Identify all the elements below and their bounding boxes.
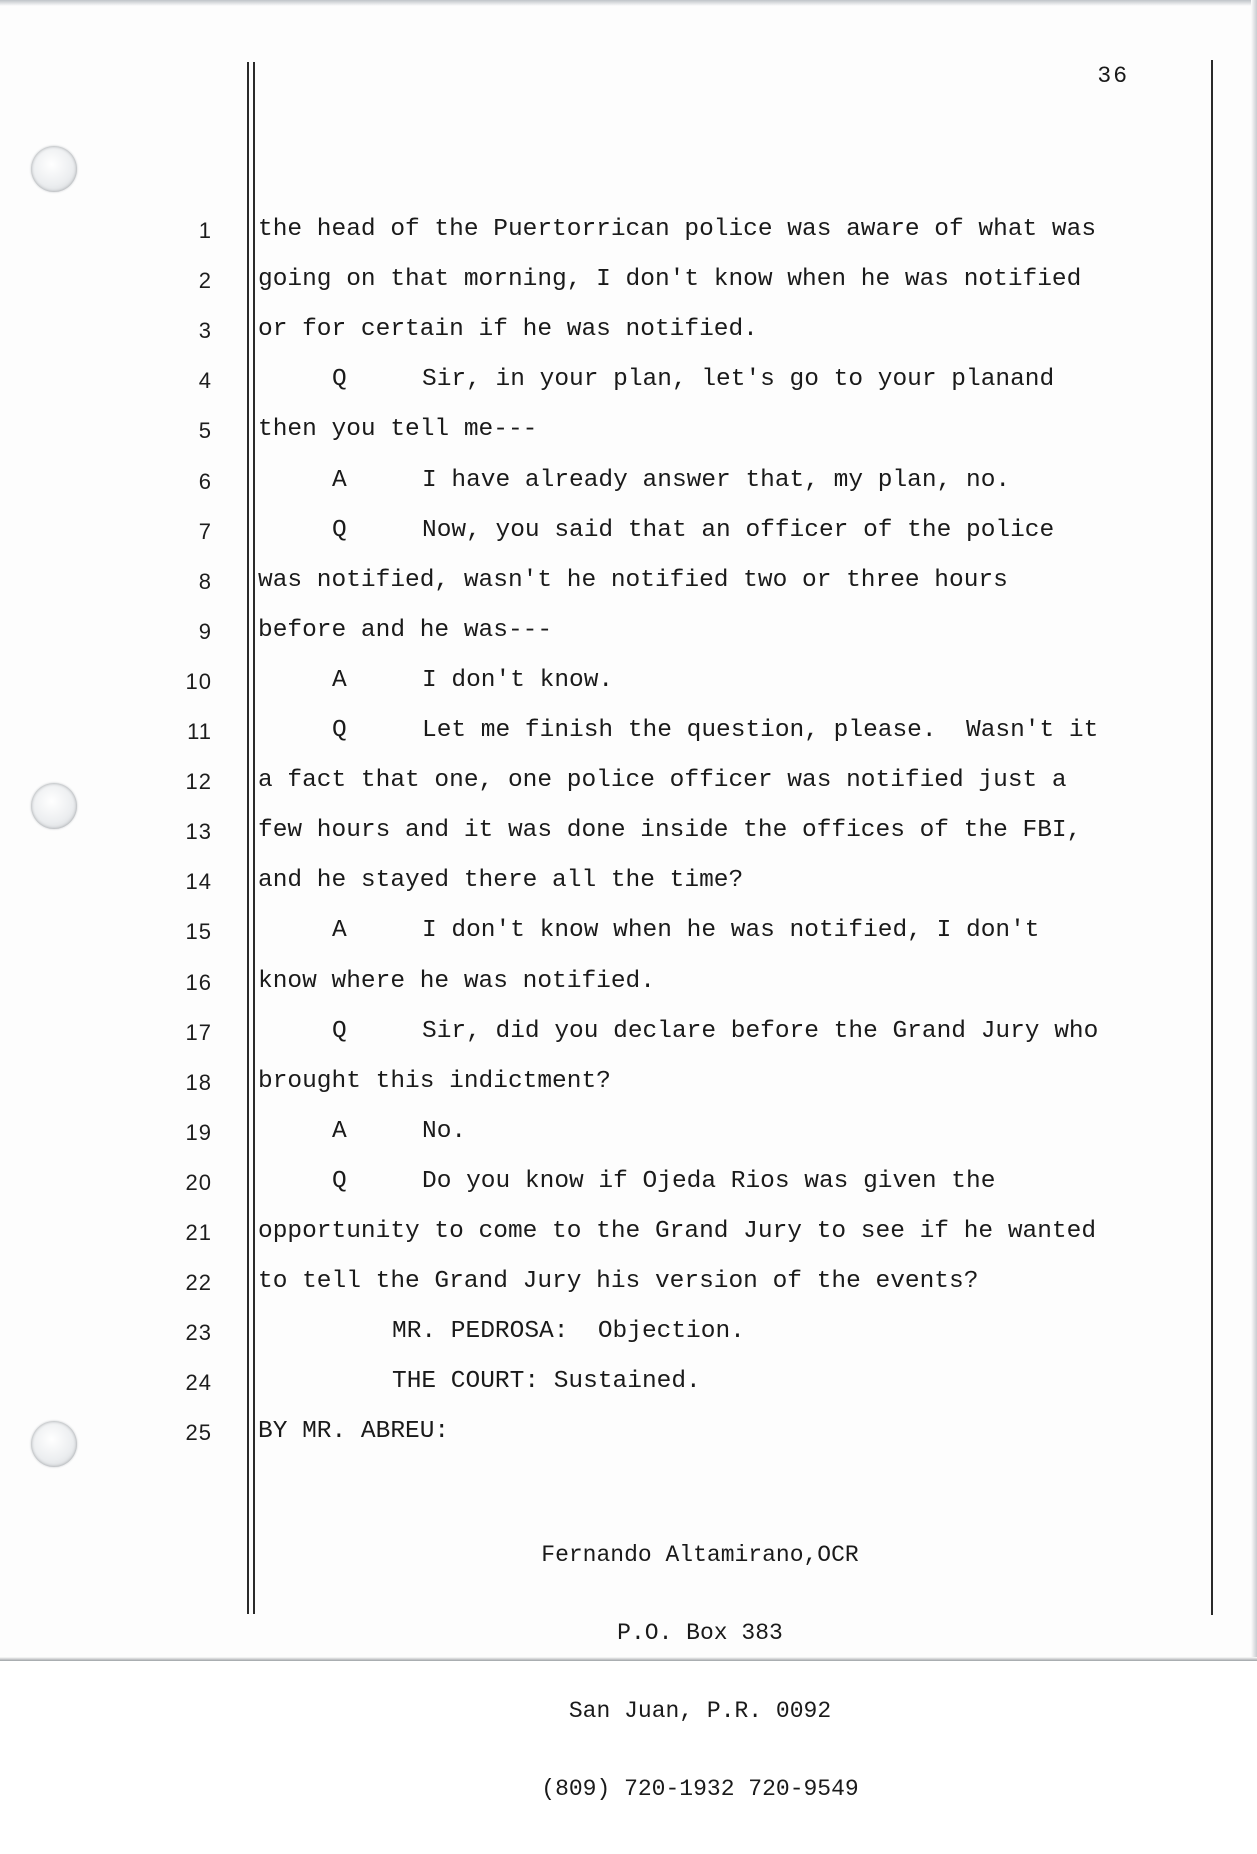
right-margin-rule [1211,60,1213,1615]
line-text: going on that morning, I don't know when he was notified [258,266,1082,293]
speaker-label: A [332,1118,347,1145]
line-text: I don't know. [422,667,614,694]
line-number: 11 [187,719,212,744]
speaker-label: Q [332,1168,347,1195]
page-right-edge [1251,0,1257,1661]
line-number: 4 [198,368,212,393]
line-number: 8 [198,569,212,594]
reporter-footer [400,1490,1000,1854]
line-number: 6 [198,469,212,494]
line-text: BY MR. ABREU: [258,1418,450,1445]
line-text: then you tell me--- [258,416,538,443]
line-number: 9 [198,619,212,644]
line-number: 7 [198,519,212,544]
line-number: 19 [185,1120,212,1145]
line-text: to tell the Grand Jury his version of the events? [258,1268,979,1295]
line-text: I don't know when he was notified, I don't [422,917,1040,944]
line-text: the head of the Puertorrican police was aware of what was [258,216,1097,243]
reporter-city: San Juan, P.R. 0092 [568,1698,832,1724]
line-number: 12 [185,769,212,794]
line-number: 5 [198,418,212,443]
left-margin-rule-inner [253,62,255,1614]
line-number: 3 [198,318,212,343]
line-number: 22 [185,1270,212,1295]
line-text: No. [422,1118,467,1145]
line-number: 15 [185,919,212,944]
reporter-phone: (809) 720-1932 720-9549 [541,1776,859,1802]
punch-hole-top [31,146,77,192]
punch-hole-bottom [31,1421,77,1467]
line-text: Do you know if Ojeda Rios was given the [422,1168,996,1195]
line-number: 1 [198,218,212,243]
line-text: few hours and it was done inside the offices of the FBI, [258,817,1082,844]
line-text: was notified, wasn't he notified two or three hours [258,567,1008,594]
line-number: 18 [185,1070,212,1095]
reporter-po-box: P.O. Box 383 [617,1620,783,1646]
line-number: 16 [185,970,212,995]
speaker-label: Q [332,517,347,544]
speaker-label: Q [332,1018,347,1045]
line-text: I have already answer that, my plan, no. [422,467,1011,494]
line-number: 21 [185,1220,212,1245]
speaker-label: A [332,467,347,494]
line-number: 10 [185,669,212,694]
line-number: 17 [185,1020,212,1045]
line-number: 24 [185,1370,212,1395]
line-text: opportunity to come to the Grand Jury to see if he wanted [258,1218,1097,1245]
line-number: 23 [185,1320,212,1345]
line-number: 20 [185,1170,212,1195]
speaker-label: A [332,667,347,694]
speaker-label: Q [332,717,347,744]
speaker-label: Q [332,366,347,393]
speaker-label: A [332,917,347,944]
line-text: or for certain if he was notified. [258,316,758,343]
left-margin-rule-outer [247,62,249,1614]
punch-hole-middle [31,783,77,829]
line-text: brought this indictment? [258,1068,611,1095]
line-text: Now, you said that an officer of the police [422,517,1055,544]
line-text: and he stayed there all the time? [258,867,744,894]
line-number: 2 [198,268,212,293]
line-number: 25 [185,1420,212,1445]
reporter-name: Fernando Altamirano,OCR [541,1542,859,1568]
line-number: 14 [185,869,212,894]
line-text: Let me finish the question, please. Wasn't it [422,717,1099,744]
colloquy-text: MR. PEDROSA: Objection. [392,1318,745,1345]
line-number: 13 [185,819,212,844]
line-text: Sir, in your plan, let's go to your planand [422,366,1055,393]
line-text: Sir, did you declare before the Grand Jury who [422,1018,1099,1045]
line-text: a fact that one, one police officer was notified just a [258,767,1067,794]
colloquy-text: THE COURT: Sustained. [392,1368,701,1395]
page-number: 36 [1097,63,1129,89]
line-text: before and he was--- [258,617,553,644]
line-text: know where he was notified. [258,968,655,995]
page-top-edge [0,0,1257,6]
